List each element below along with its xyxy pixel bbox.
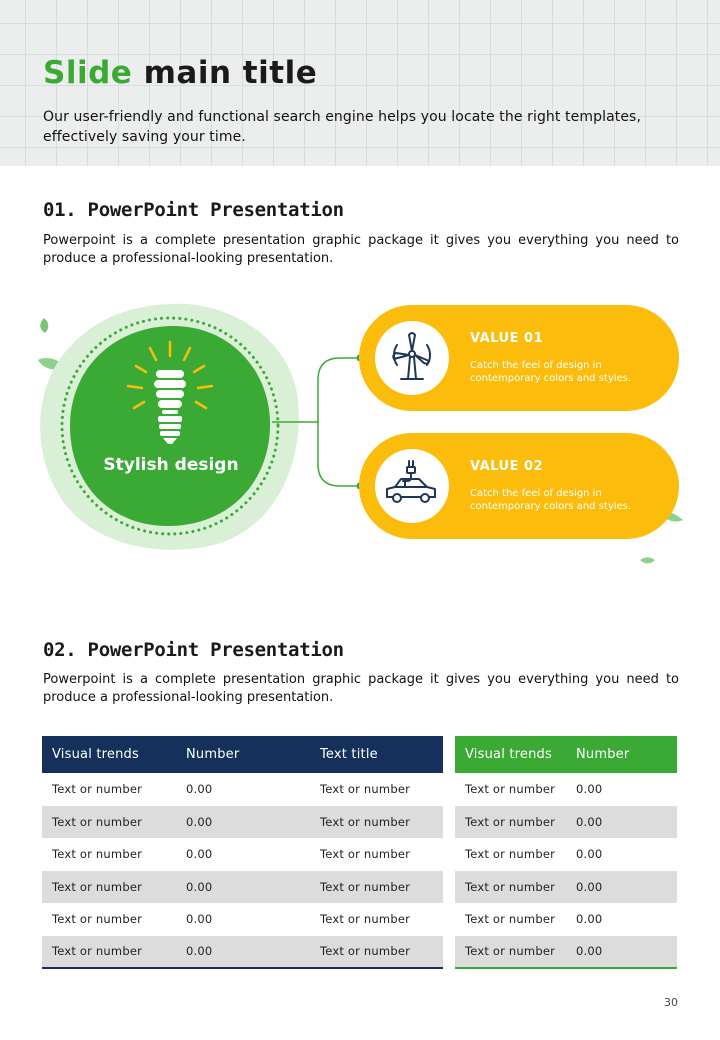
table-cell: 0.00 [566,806,677,839]
table-row [455,838,677,871]
section1-body: Powerpoint is a complete presentation graphic package it gives you everything you need to produce a professional-looking presentation. [43,233,679,266]
table-cell: Text or number [455,806,566,839]
table-header-row [455,736,677,773]
table-cell: Text or number [310,806,443,839]
electric-car-icon [375,449,449,523]
table-cell: Text or number [42,936,176,969]
value-title: VALUE 02 [470,459,544,474]
table-cell: 0.00 [186,782,213,797]
data-table-green [455,736,677,969]
table-cell: Text or number [42,806,176,839]
table-cell: 0.00 [186,912,213,927]
table-cell: Text or number [465,782,556,797]
wind-turbine-icon [375,321,449,395]
table-cell: Text or number [320,782,411,797]
value-icon-circle [375,321,449,395]
value-description: Catch the feel of design in contemporary colors and styles. [470,360,632,384]
table-cell: 0.00 [176,806,310,839]
table-row [42,806,443,839]
table-row [455,936,677,969]
slide-subtitle: Our user-friendly and functional search engine helps you locate the right templates, effectively saving your time. [43,109,641,145]
values-diagram [0,290,720,590]
slide-title-highlight: Slide [43,55,133,91]
slide-title [43,55,317,91]
table-row [455,773,677,806]
column-header: Number [176,736,310,773]
table-cell: Text or number [455,871,566,904]
table-cell: 0.00 [176,871,310,904]
table-cell: Text or number [320,847,411,862]
table-cell: Text or number [310,936,443,969]
table-cell: Text or number [52,912,143,927]
section1-title: 01. PowerPoint Presentation [43,199,344,221]
slide-title-rest: main title [143,55,318,91]
value-icon-circle [375,449,449,523]
table-row [42,871,443,904]
section2-body: Powerpoint is a complete presentation graphic package it gives you everything you need to produce a professional-looking presentation. [43,672,679,705]
table-row [455,806,677,839]
column-header: Visual trends [455,736,566,773]
table-cell: 0.00 [576,912,603,927]
table-cell: Text or number [42,871,176,904]
table-row [42,838,443,871]
circle-label: Stylish design [103,455,239,475]
value-title: VALUE 01 [470,331,544,346]
column-header: Number [566,736,677,773]
table-cell: Text or number [465,912,556,927]
column-header: Visual trends [42,736,176,773]
table-header-row [42,736,443,773]
section2-title: 02. PowerPoint Presentation [43,639,344,661]
table-cell: 0.00 [186,847,213,862]
table-row [455,871,677,904]
table-cell: 0.00 [576,782,603,797]
table-cell: 0.00 [566,871,677,904]
table-cell: 0.00 [576,847,603,862]
table-row [42,903,443,936]
table-row [42,773,443,806]
table-cell: Text or number [52,782,143,797]
table-row [455,903,677,936]
table-cell: Text or number [455,936,566,969]
value-card-2 [359,433,679,539]
data-table-blue [42,736,443,969]
table-cell: Text or number [52,847,143,862]
table-row [42,936,443,969]
table-cell: Text or number [310,871,443,904]
value-card-1 [359,305,679,411]
table-cell: 0.00 [176,936,310,969]
table-cell: 0.00 [566,936,677,969]
page-number: 30 [664,996,678,1009]
value-description: Catch the feel of design in contemporary colors and styles. [470,488,632,512]
header-band [0,0,720,166]
column-header: Text title [310,736,443,773]
table-cell: Text or number [465,847,556,862]
table-cell: Text or number [320,912,411,927]
